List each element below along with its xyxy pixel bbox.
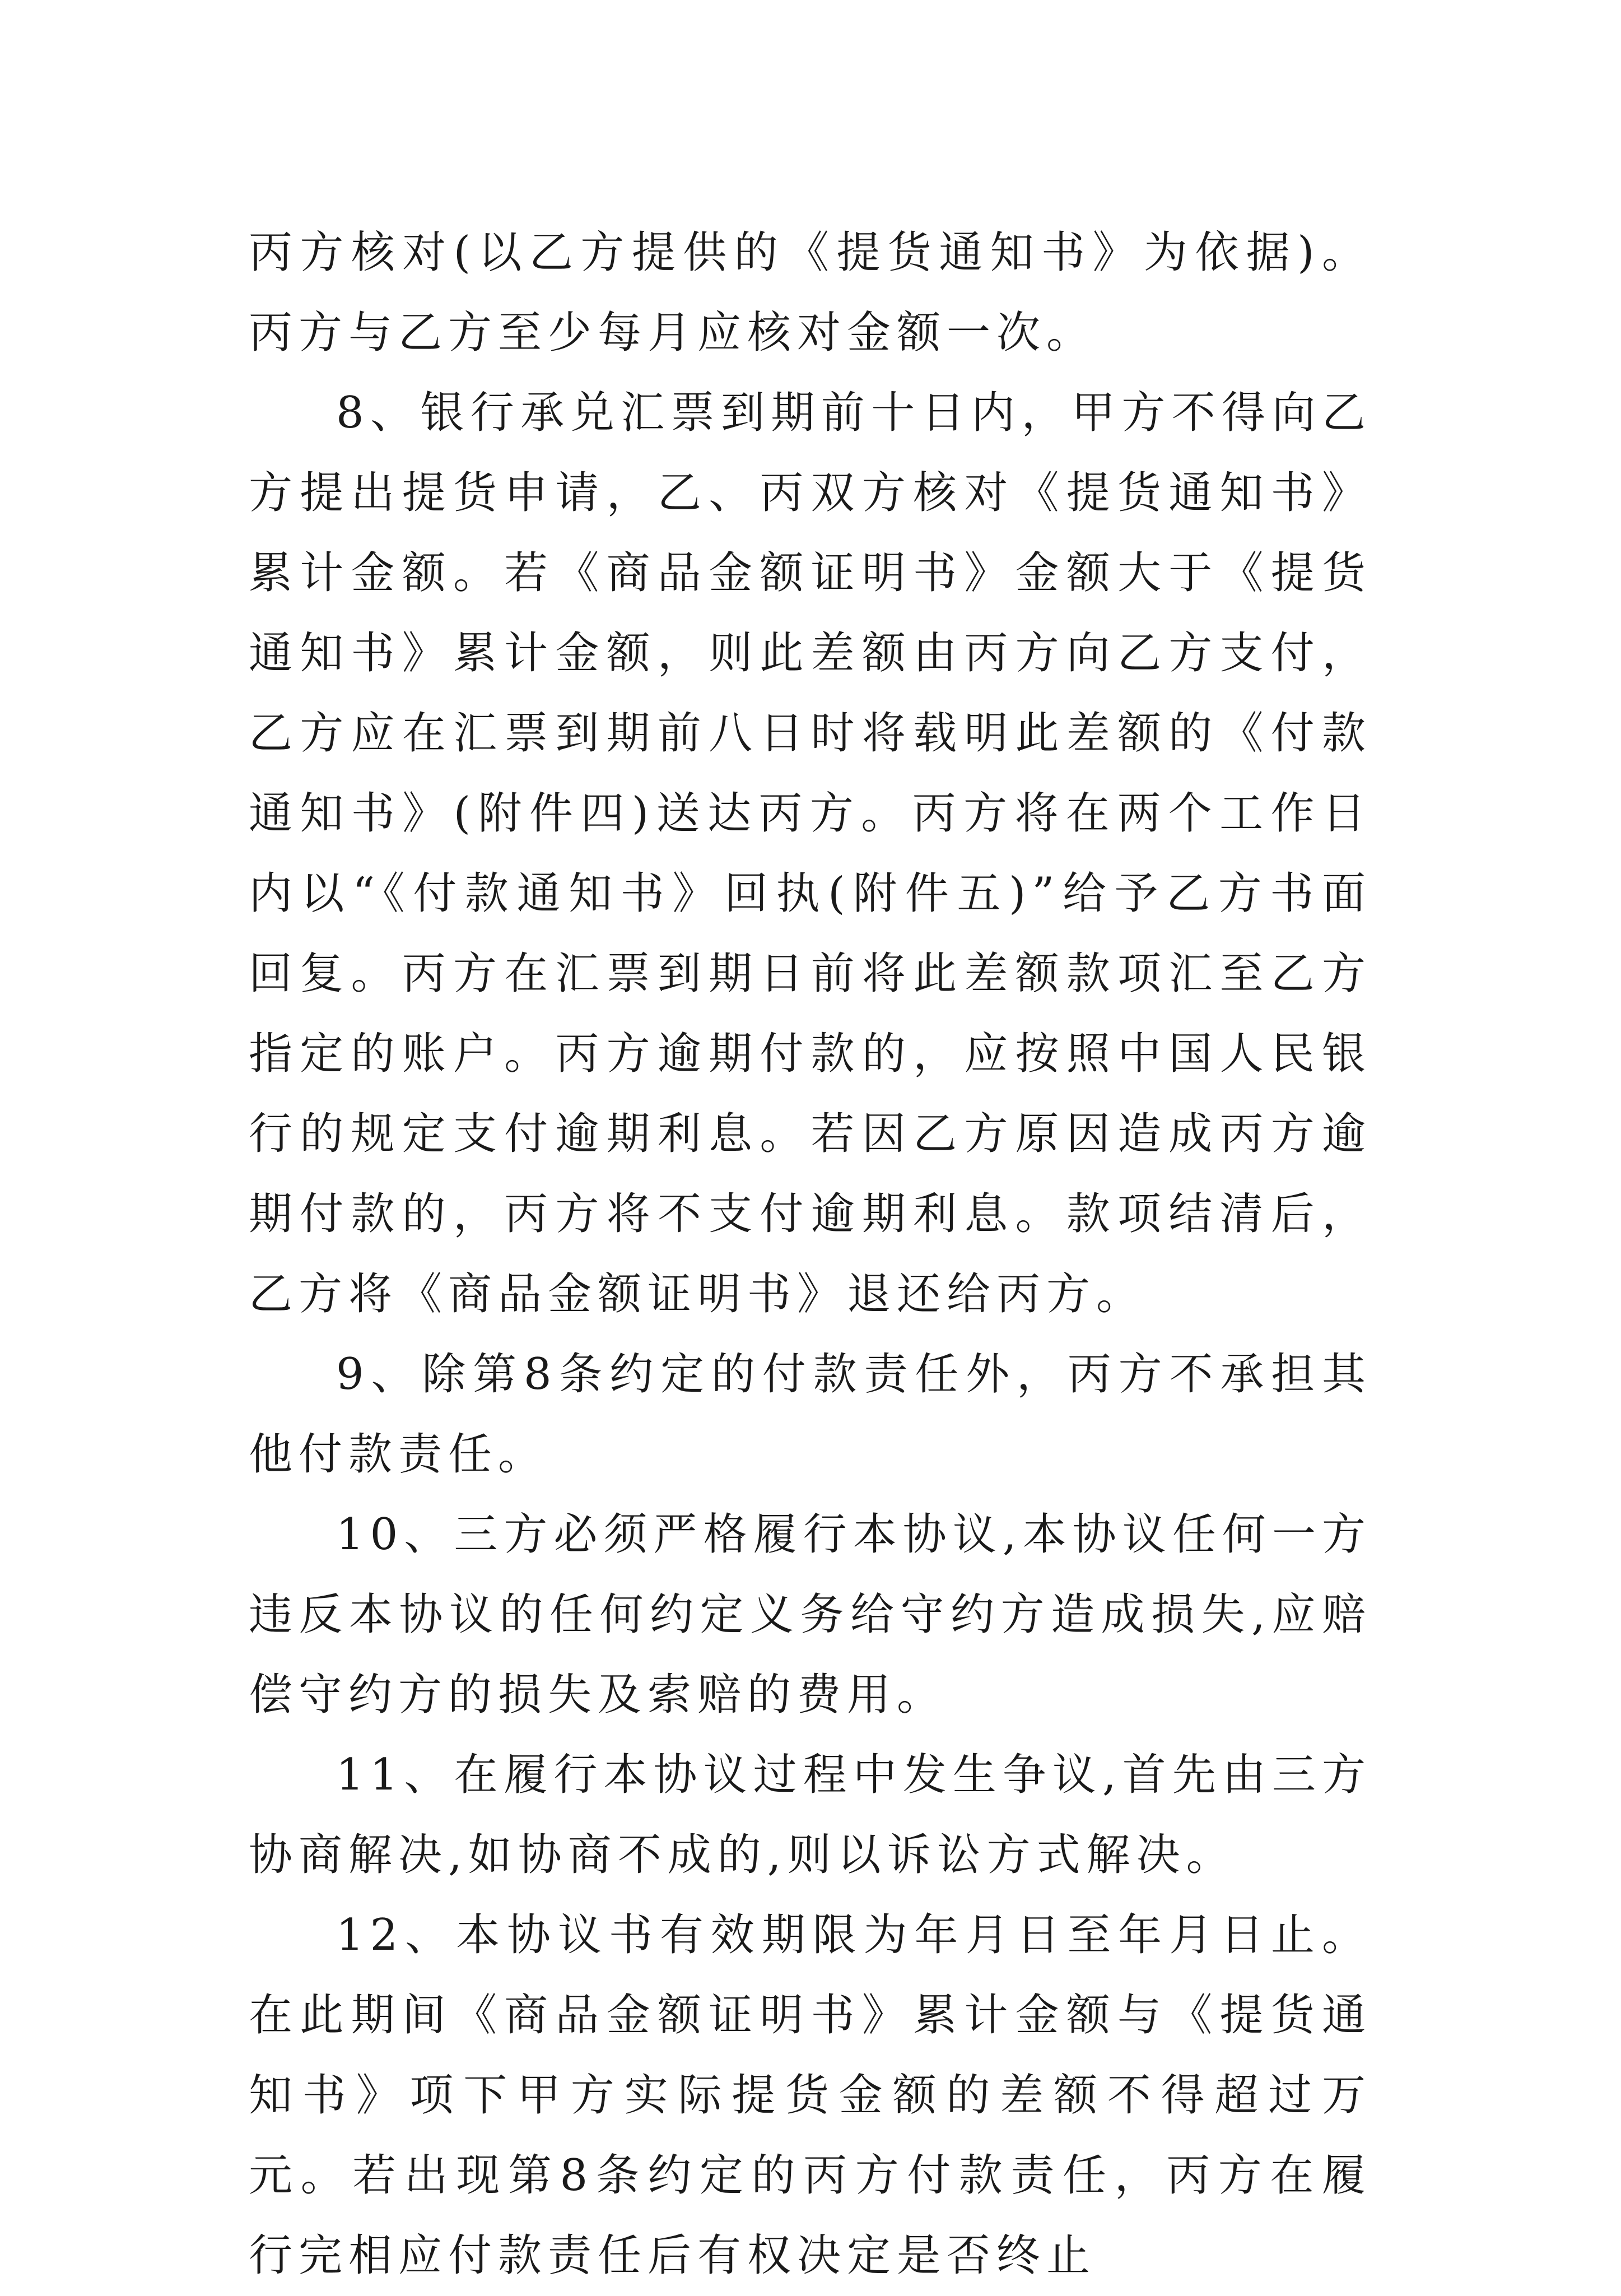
paragraph-continuation: 丙方核对(以乙方提供的《提货通知书》为依据)。丙方与乙方至少每月应核对金额一次。 — [249, 227, 1372, 358]
paragraph-clause-10: 10、三方必须严格履行本协议,本协议任何一方违反本协议的任何约定义务给守约方造成损失,应赔偿守约方的损失及索赔的费用。 — [249, 1509, 1372, 1720]
document-body — [249, 213, 1372, 2296]
paragraph-clause-9: 9、除第8条约定的付款责任外，丙方不承担其他付款责任。 — [249, 1349, 1372, 1480]
paragraph-clause-8: 8、银行承兑汇票到期前十日内，甲方不得向乙方提出提货申请，乙、丙双方核对《提货通知书》累计金额。若《商品金额证明书》金额大于《提货通知书》累计金额，则此差额由丙方向乙方支付，乙方应在汇票到期前八日时将载明此差额的《付款通知书》(附件四)送达丙方。丙方将在两个工作日内以“《付款通知书》回执(附件五)”给予乙方书面回复。丙方在汇票到期日前将此差额款项汇至乙方指定的账户。丙方逾期付款的，应按照中国人民银行的规定支付逾期利息。若因乙方原因造成丙方逾期付款的，丙方将不支付逾期利息。款项结清后，乙方将《商品金额证明书》退还给丙方。 — [249, 388, 1372, 1319]
paragraph-clause-12: 12、本协议书有效期限为年月日至年月日止。在此期间《商品金额证明书》累计金额与《提货通知书》项下甲方实际提货金额的差额不得超过万元。若出现第8条约定的丙方付款责任，丙方在履行完相应付款责任后有权决定是否终止 — [249, 1910, 1372, 2281]
paragraph-clause-11: 11、在履行本协议过程中发生争议,首先由三方协商解决,如协商不成的,则以诉讼方式解决。 — [249, 1750, 1372, 1880]
